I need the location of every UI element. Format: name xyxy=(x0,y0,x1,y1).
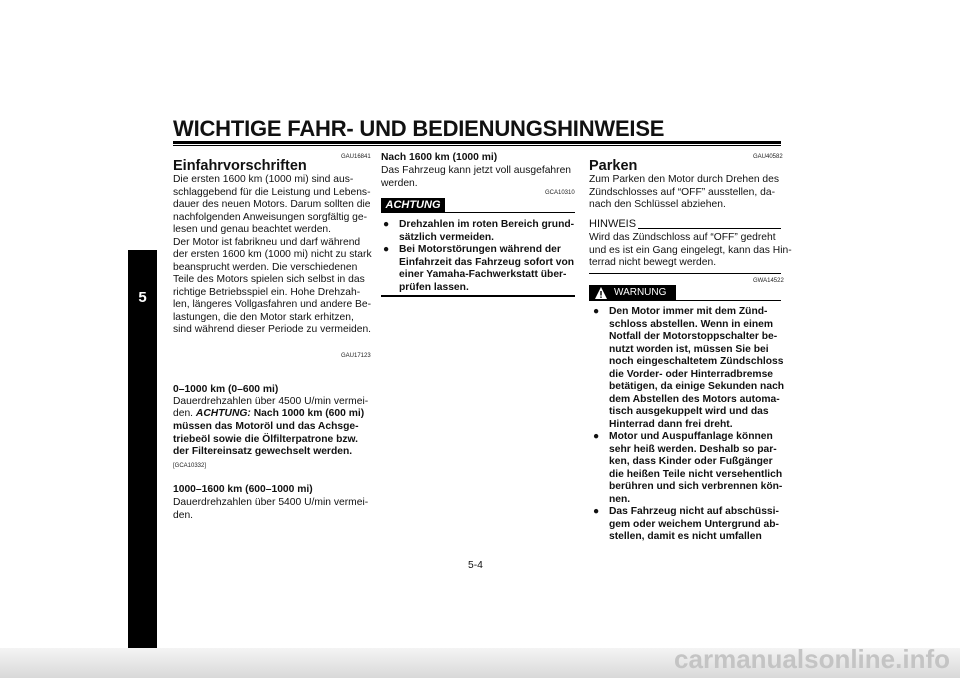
page-number: 5-4 xyxy=(468,560,483,571)
achtung-end-rule xyxy=(381,295,575,297)
text-line: Dauerdrehzahlen über 5400 U/min vermei- xyxy=(173,497,369,508)
text-line: betätigen, da einige Sekunden nach xyxy=(609,381,785,392)
text-line: lastungen, die den Motor stark erhitzen, xyxy=(173,311,354,323)
text-line: sind während dieser Periode zu vermeiden. xyxy=(173,324,372,335)
text-line: triebeöl sowie die Ölfilterpatrone bzw. xyxy=(173,433,358,445)
text-line: noch eingeschaltetem Zündschloss xyxy=(609,356,784,367)
text-line: Teile des Motors spielen sich selbst in das xyxy=(173,274,365,285)
paragraph xyxy=(381,165,571,190)
hinweis-rule xyxy=(638,228,781,229)
warnung-text: WARNUNG xyxy=(614,287,667,298)
text-line: terrad nicht bewegt werden. xyxy=(589,257,717,268)
text-line: schloss abstellen. Wenn in einem xyxy=(609,318,774,330)
ref-code: GCA10310 xyxy=(545,190,575,196)
paragraph xyxy=(589,174,779,212)
text-line: Die ersten 1600 km (1000 mi) sind aus- xyxy=(173,174,354,185)
text-line: dauer des neuen Motors. Darum sollten die xyxy=(173,199,371,210)
text-line: nachfolgenden Anweisungen sorgfältig ge- xyxy=(173,211,368,223)
ref-code: GAU17123 xyxy=(341,353,371,359)
text-line: Dauerdrehzahlen über 4500 U/min vermei- xyxy=(173,396,369,407)
ref-code: GWA14522 xyxy=(753,278,784,284)
section-heading: Parken xyxy=(589,158,638,174)
text-line: nutzt worden ist, müssen Sie bei xyxy=(609,343,769,355)
bullet-icon: ● xyxy=(593,506,600,517)
subheading: 1000–1600 km (600–1000 mi) xyxy=(173,484,313,495)
text-line: Notfall der Motorstoppschalter be- xyxy=(609,331,778,342)
warnung-label xyxy=(589,285,676,301)
text-line: nach den Schlüssel abziehen. xyxy=(589,199,726,210)
text-span: den. xyxy=(173,408,196,419)
section-heading: Einfahrvorschriften xyxy=(173,158,307,174)
bullet-item xyxy=(591,506,779,544)
subheading: Nach 1600 km (1000 mi) xyxy=(381,152,498,163)
text-line: die Vorder- oder Hinterradbremse xyxy=(609,368,774,380)
bullet-item xyxy=(591,431,782,506)
text-line: Zündschlosses auf “OFF” ausstellen, da- xyxy=(589,186,775,198)
text-line: der Filtereinsatz gewechselt werden. xyxy=(173,446,353,457)
text-line: einer Yamaha-Fachwerkstatt über- xyxy=(399,269,567,280)
text-line: die heißen Teile nicht versehentlich xyxy=(609,468,783,480)
bold-paragraph xyxy=(173,421,359,459)
text-line: sehr heiß werden. Deshalb so par- xyxy=(609,443,777,455)
text-line: sätzlich vermeiden. xyxy=(399,231,494,243)
text-line: beansprucht werden. Die verschiedenen xyxy=(173,261,358,273)
hinweis-paragraph xyxy=(589,232,792,270)
subheading: 0–1000 km (0–600 mi) xyxy=(173,384,279,395)
text-line xyxy=(173,408,364,421)
text-line: Einfahrzeit das Fahrzeug sofort von xyxy=(399,256,575,268)
text-line: Der Motor ist fabrikneu und darf während xyxy=(173,236,361,248)
warnung-rule xyxy=(676,300,781,301)
warning-triangle-icon xyxy=(594,286,608,300)
text-line: müssen das Motoröl und das Achsge- xyxy=(173,421,359,432)
text-line: berühren und sich verbrennen kön- xyxy=(609,481,783,492)
text-span: Nach 1000 km (600 mi) xyxy=(250,408,365,419)
bullet-icon: ● xyxy=(593,306,600,317)
text-line: ken, dass Kinder oder Fußgänger xyxy=(609,456,773,467)
bullet-icon: ● xyxy=(383,244,390,255)
bullet-item xyxy=(381,244,574,294)
text-line: Drehzahlen im roten Bereich grund- xyxy=(399,219,575,230)
text-line: Zum Parken den Motor durch Drehen des xyxy=(589,174,780,185)
text-line: lesen und genau beachtet werden. xyxy=(173,224,332,235)
text-line: Hinterrad dann frei dreht. xyxy=(609,418,733,430)
page-title: WICHTIGE FAHR- UND BEDIENUNGSHINWEISE xyxy=(173,116,665,141)
text-line: schlaggebend für die Leistung und Lebens- xyxy=(173,186,371,198)
hinweis-end-rule xyxy=(589,273,781,274)
text-line: gem oder weichem Untergrund ab- xyxy=(609,518,779,530)
bullet-icon: ● xyxy=(593,431,600,442)
text-line: den. xyxy=(173,509,194,521)
text-line: Das Fahrzeug kann jetzt voll ausgefahren xyxy=(381,165,572,176)
text-line: dem Abstellen des Motors automa- xyxy=(609,393,780,405)
paragraph xyxy=(173,497,368,522)
text-line: werden. xyxy=(381,177,418,189)
ref-code: GAU40582 xyxy=(753,154,783,160)
ref-code: [GCA10332] xyxy=(173,463,207,469)
text-line: tisch ausgekuppelt wird und das xyxy=(609,406,769,417)
text-line: und es ist ein Gang eingelegt, kann das Hin- xyxy=(589,244,792,256)
text-line: stellen, damit es nicht umfallen xyxy=(609,531,762,542)
chapter-tab xyxy=(128,250,157,651)
title-rule xyxy=(173,141,781,144)
achtung-rule xyxy=(445,212,575,213)
text-line: richtige Betriebsspiel ein. Hohe Drehzah- xyxy=(173,286,361,298)
bullet-icon: ● xyxy=(383,219,390,230)
title-rule-thin xyxy=(173,145,781,146)
chapter-number: 5 xyxy=(138,289,147,306)
bullet-item xyxy=(381,219,574,244)
text-line: Wird das Zündschloss auf “OFF” gedreht xyxy=(589,232,776,243)
text-line: Den Motor immer mit dem Zünd- xyxy=(609,306,768,317)
text-line: prüfen lassen. xyxy=(399,281,469,293)
text-line: Das Fahrzeug nicht auf abschüssi- xyxy=(609,506,779,517)
achtung-label: ACHTUNG xyxy=(381,198,445,213)
hinweis-label: HINWEIS xyxy=(589,218,637,230)
watermark: carmanualsonline.info xyxy=(674,644,950,674)
text-line: der ersten 1600 km (1000 mi) nicht zu stark xyxy=(173,249,372,260)
bullet-item xyxy=(591,306,784,431)
text-line: len, längeres Vollgasfahren und andere Be- xyxy=(173,299,372,310)
intro-paragraph xyxy=(173,174,372,337)
text-line: Bei Motorstörungen während der xyxy=(399,244,561,255)
text-line: Motor und Auspuffanlage können xyxy=(609,431,773,442)
achtung-inline: ACHTUNG: xyxy=(195,408,251,419)
ref-code: GAU16841 xyxy=(341,154,371,160)
text-line: nen. xyxy=(609,493,631,505)
